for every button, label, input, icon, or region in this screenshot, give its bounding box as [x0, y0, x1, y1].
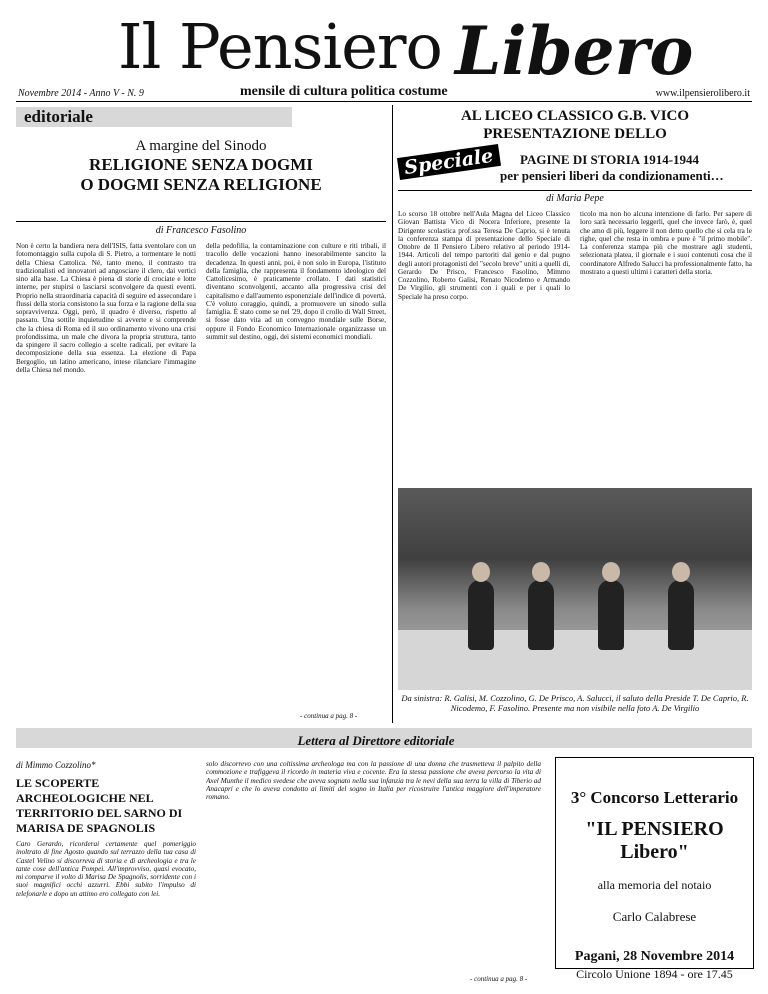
editorial-column-1: Non è certo la bandiera nera dell'ISIS, fatta sventolare con un fotomontaggio sulla cupola di S. Pietro, a tormentare le notti della Chiesa Cattolica. Né, tanto meno, il contrasto tra tradizionalisti ed innovatori ad angosciare il clero, dai vertici sino alla base. La Chiesa è piena di storie di crociate e lotte interne, per stupirsi o lasciarsi sconvolgere da questi eventi. Proprio nella straordinaria capacità di seguire ed assecondare i flussi della storia consistono la sua forza e la ragione della sua sopravvivenza. Oggi, però, il quadro è diverso, rispetto al passato. Una sottile inquietudine si avverte e si comprende che la chiesa di Roma ed il suo ordinamento vivono una crisi profondissima, un male che divora la propria struttura, tanto da spingere il sacro collegio a scelte radicali, per evitare la decomposizione della sua essenza. La elezione di Papa Bergoglio, un latino americano, intese rilanciare l'immagine della Chiesa nel mondo. [16, 242, 196, 374]
editorial-title-2: O DOGMI SENZA RELIGIONE [80, 175, 322, 194]
letter-headline: LE SCOPERTE ARCHEOLOGICHE NEL TERRITORIO DEL SARNO DI MARISA DE SPAGNOLIS [16, 776, 183, 835]
vico-column-2: ticolo ma non ho alcuna intenzione di farlo. Per sapere di loro sarà necessario leggerli, quel che invece farò, è, quel che amo di più, leggere il non detto quello che si cela tra le righe, quel che resta in ombra e pure è "il primo mobile". La conferenza stampa più che mostrare agli studenti, selezionata platea, il giornale e i suoi contenuti cosa che il coordinatore Alfredo Salucci ha professionalmente fatto, ha mostrato a questi ultimi i caratteri della storia. [580, 210, 752, 276]
masthead-divider [16, 101, 752, 102]
contest-date: Pagani, 28 Novembre 2014 [574, 949, 735, 964]
vico-byline: di Maria Pepe [546, 193, 604, 204]
vico-title-1: AL LICEO CLASSICO G.B. VICO [460, 108, 690, 124]
photo-person-head [532, 562, 550, 582]
photo-person [598, 580, 624, 650]
vico-subtitle-2: per pensieri liberi da condizionamenti… [500, 168, 724, 183]
photo-caption: Da sinistra: R. Galisi, M. Cozzolino, G. De Prisco, A. Salucci, il saluto della Preside T. De Caprio, R. Nicodemo, F. Fasolino. Presente ma non visibile nella foto A. De Virgilio [401, 693, 749, 713]
section-tag-editoriale: editoriale [16, 107, 292, 127]
contest-dedication: alla memoria del notaio [597, 878, 712, 892]
divider [398, 190, 752, 191]
contest-title: 3° Concorso Letterario [570, 788, 739, 807]
contest-venue: Circolo Unione 1894 - ore 17.45 [576, 967, 733, 981]
speciale-badge: Speciale [397, 144, 501, 180]
photo-person-head [602, 562, 620, 582]
letter-column-1: Caro Gerardo, ricorderai certamente quel pomeriggio inoltrato di fine Agosto quando sul terrazzo della tua casa di Castel Velino si discorreva di storia e di archeologia e tra le tante cose dell'antica Pompei. All'improvviso, quasi evocato, mi comparve il volto di Marisa De Spagnolis, sorridente con i suoi magnifici occhi azzurri. Ebbi subito l'impulso di telefonarle e dopo un attimo ero collegato con lei. [16, 840, 196, 898]
editorial-kicker: A margine del Sinodo [135, 138, 267, 154]
vico-subtitle-1: PAGINE DI STORIA 1914-1944 [520, 152, 700, 167]
continue-note: - continua a pag. 8 - [470, 975, 528, 983]
contest-honoree: Carlo Calabrese [612, 909, 697, 924]
photo-table [398, 630, 752, 690]
letter-byline: di Mimmo Cozzolino* [16, 760, 96, 770]
photo-person [528, 580, 554, 650]
editorial-title-1: RELIGIONE SENZA DOGMI [89, 155, 313, 174]
photo-person-head [672, 562, 690, 582]
vico-headline [398, 107, 752, 143]
continue-note: - continua a pag. 8 - [300, 712, 358, 720]
site-url[interactable]: www.ilpensierolibero.it [655, 88, 750, 99]
editorial-headline [16, 137, 386, 195]
masthead-title: Il Pensiero [118, 10, 442, 83]
editorial-byline: di Francesco Fasolino [155, 225, 247, 236]
letter-section-tag: Lettera al Direttore editoriale [297, 733, 455, 748]
letter-column-2: solo discorrevo con una coltissima archeologa ma con la passione di una donna che trasmetteva il palpito della commozione e trafiggeva il ricordo in materia viva e cocente. Era la stessa passione che aveva percorso la vita di Axel Munthe il medico svedese che aveva sognato nella sua infanzia tra le nevi della sua terra la villa di Tiberio ad Anacapri e che lo aveva condotto ai limiti del sogno in Italia per ricostruire l'antica maggiore dell'imperatore romano. [206, 760, 541, 801]
contest-box [555, 757, 754, 981]
tagline: mensile di cultura politica costume [240, 84, 448, 99]
column-divider [392, 105, 393, 723]
photo-person-head [472, 562, 490, 582]
vico-column-1: Lo scorso 18 ottobre nell'Aula Magna del Liceo Classico Giovan Battista Vico di Nocera Inferiore, presente la Dirigente scolastica prof.ssa Teresa De Caprio, si è tenuta la conferenza stampa di presentazione dello Speciale di Ottobre de Il Pensiero Libero relativo al periodo 1914-1944. Articoli del tempo partoriti dal genio e dal pugno degli autori protagonisti del "secolo breve" uniti a quelli di, Gerardo De Prisco, Francesco Fasolino, Mimmo Cozzolino, Roberto Galisi, Renato Nicodemo e Armando De Virgilio, gli strumenti con i quali e per i quali lo Speciale ha preso corpo. [398, 210, 570, 301]
masthead-logo-script: Libero [455, 12, 694, 90]
editorial-column-2: della pedofilia, la contaminazione con culture e riti tribali, il tracollo delle vocazioni hanno inesorabilmente sancito la decadenza. In questi anni, poi, è non solo in Europa, l'istituto della famiglia, che rappresenta il fondamento ideologico del Cattolicesimo, è praticamente crollato. I dati statistici diventano sconvolgenti, accanto alla progressiva crisi del capitalismo e dall'aumento esponenziale dell'indice di povertà. C'è voluto coraggio, quindi, a promuovere un sinodo sulla famiglia. È stato come se nel '29, dopo il crollo di Wall Street, si fosse dato vita ad un convegno mondiale sulle Borse, oppure il Fondo Economico Internazionale organizzasse un summit sul destino, oggi, dei sistemi economici mondiali. [206, 242, 386, 341]
issue-date: Novembre 2014 - Anno V - N. 9 [18, 88, 144, 99]
vico-title-2: PRESENTAZIONE DELLO [483, 126, 667, 142]
photo-person [668, 580, 694, 650]
contest-name: "IL PENSIERO Libero" [585, 818, 724, 863]
photo-person [468, 580, 494, 650]
conference-photo [398, 488, 752, 690]
divider [16, 221, 386, 222]
